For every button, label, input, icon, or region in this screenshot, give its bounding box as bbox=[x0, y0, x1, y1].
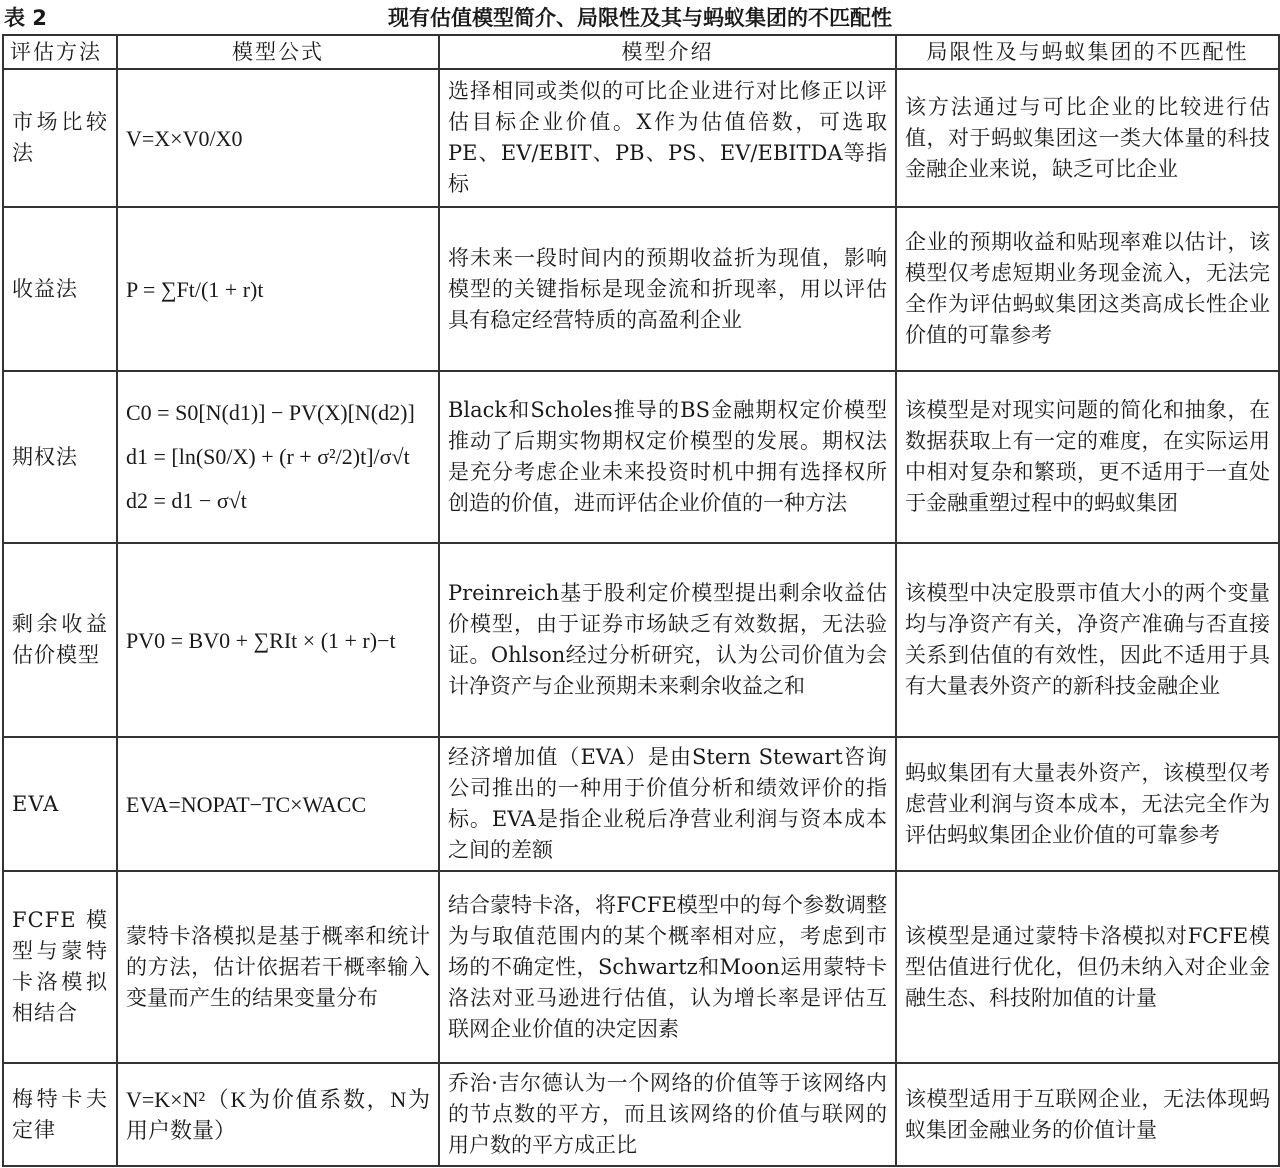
limit-cell: 该方法通过与可比企业的比较进行估值，对于蚂蚁集团这一类大体量的科技金融企业来说，缺乏可比企业 bbox=[896, 69, 1279, 207]
method-cell: FCFE模型与蒙特卡洛模拟相结合 bbox=[3, 871, 117, 1063]
method-cell: 市场比较法 bbox=[3, 69, 117, 207]
formula-cell: P = ∑Ft/(1 + r)t bbox=[117, 207, 439, 371]
table-row bbox=[3, 371, 1279, 543]
formula-line: d2 = d1 − σ√t bbox=[126, 488, 247, 513]
intro-cell: 乔治·吉尔德认为一个网络的价值等于该网络内的节点数的平方，而且该网络的价值与联网的用户数的平方成正比 bbox=[439, 1063, 896, 1166]
formula-line: d1 = [ln(S0/X) + (r + σ²/2)t]/σ√t bbox=[126, 444, 410, 469]
method-cell: 收益法 bbox=[3, 207, 117, 371]
formula-cell: 蒙特卡洛模拟是基于概率和统计的方法，估计依据若干概率输入变量而产生的结果变量分布 bbox=[117, 871, 439, 1063]
limit-cell: 蚂蚁集团有大量表外资产，该模型仅考虑营业利润与资本成本，无法完全作为评估蚂蚁集团企业价值的可靠参考 bbox=[896, 737, 1279, 871]
table-header-row bbox=[3, 35, 1279, 69]
intro-cell: 经济增加值（EVA）是由Stern Stewart咨询公司推出的一种用于价值分析和绩效评价的指标。EVA是指企业税后净营业利润与资本成本之间的差额 bbox=[439, 737, 896, 871]
method-cell: EVA bbox=[3, 737, 117, 871]
table-row bbox=[3, 1063, 1279, 1166]
formula-cell: V=K×N²（K为价值系数，N为用户数量） bbox=[117, 1063, 439, 1166]
intro-cell: Black和Scholes推导的BS金融期权定价模型推动了后期实物期权定价模型的发展。期权法是充分考虑企业未来投资时机中拥有选择权所创造的价值，进而评估企业价值的一种方法 bbox=[439, 371, 896, 543]
limit-cell: 该模型是对现实问题的简化和抽象，在数据获取上有一定的难度，在实际运用中相对复杂和繁琐，更不适用于一直处于金融重塑过程中的蚂蚁集团 bbox=[896, 371, 1279, 543]
intro-cell: 结合蒙特卡洛，将FCFE模型中的每个参数调整为与取值范围内的某个概率相对应，考虑到市场的不确定性，Schwartz和Moon运用蒙特卡洛法对亚马逊进行估值，认为增长率是评估互联网企业价值的决定因素 bbox=[439, 871, 896, 1063]
formula-line: C0 = S0[N(d1)] − PV(X)[N(d2)] bbox=[126, 400, 415, 425]
method-cell: 剩余收益估价模型 bbox=[3, 543, 117, 737]
limit-cell: 该模型适用于互联网企业，无法体现蚂蚁集团金融业务的价值计量 bbox=[896, 1063, 1279, 1166]
table-header bbox=[0, 0, 1280, 32]
formula-cell: EVA=NOPAT−TC×WACC bbox=[117, 737, 439, 871]
table-row bbox=[3, 543, 1279, 737]
column-header-method: 评估方法 bbox=[3, 35, 117, 69]
limit-cell: 该模型是通过蒙特卡洛模拟对FCFE模型估值进行优化，但仍未纳入对企业金融生态、科技附加值的计量 bbox=[896, 871, 1279, 1063]
intro-cell: 选择相同或类似的可比企业进行对比修正以评估目标企业价值。X作为估值倍数，可选取PE、EV/EBIT、PB、PS、EV/EBITDA等指标 bbox=[439, 69, 896, 207]
table-row bbox=[3, 207, 1279, 371]
column-header-intro: 模型介绍 bbox=[439, 35, 896, 69]
formula-cell: V=X×V0/X0 bbox=[117, 69, 439, 207]
limit-cell: 企业的预期收益和贴现率难以估计，该模型仅考虑短期业务现金流入，无法完全作为评估蚂蚁集团这类高成长性企业价值的可靠参考 bbox=[896, 207, 1279, 371]
intro-cell: Preinreich基于股利定价模型提出剩余收益估价模型，由于证券市场缺乏有效数据，无法验证。Ohlson经过分析研究，认为公司价值为会计净资产与企业预期未来剩余收益之和 bbox=[439, 543, 896, 737]
table-title: 现有估值模型简介、局限性及其与蚂蚁集团的不匹配性 bbox=[388, 6, 892, 30]
column-header-formula: 模型公式 bbox=[117, 35, 439, 69]
method-cell: 期权法 bbox=[3, 371, 117, 543]
limit-cell: 该模型中决定股票市值大小的两个变量均与净资产有关，净资产准确与否直接关系到估值的有效性，因此不适用于具有大量表外资产的新科技金融企业 bbox=[896, 543, 1279, 737]
table-row bbox=[3, 737, 1279, 871]
valuation-models-table bbox=[2, 34, 1280, 1167]
table-row bbox=[3, 871, 1279, 1063]
intro-cell: 将未来一段时间内的预期收益折为现值，影响模型的关键指标是现金流和折现率，用以评估具有稳定经营特质的高盈利企业 bbox=[439, 207, 896, 371]
table-label: 表 2 bbox=[4, 6, 47, 30]
table-row bbox=[3, 69, 1279, 207]
method-cell: 梅特卡夫定律 bbox=[3, 1063, 117, 1166]
formula-cell: PV0 = BV0 + ∑RIt × (1 + r)−t bbox=[117, 543, 439, 737]
column-header-limit: 局限性及与蚂蚁集团的不匹配性 bbox=[896, 35, 1279, 69]
formula-cell bbox=[117, 371, 439, 543]
